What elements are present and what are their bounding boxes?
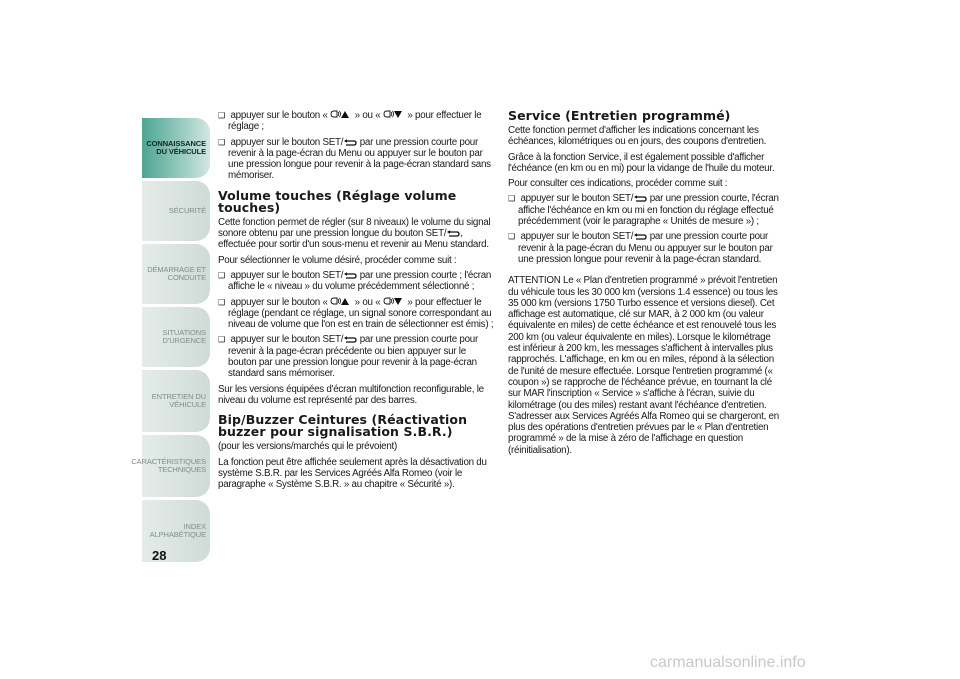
list-item [508,193,782,227]
paragraph: Cette fonction permet d'afficher les indications concernant les échéances, kilométriques ou en jours, des coupons d'entretien. [508,125,767,148]
bullet-text: » ou « [354,110,381,121]
list-item [508,231,782,265]
tab-label: CARACTÉRISTIQUES TECHNIQUES [131,456,206,474]
bullet-text: par une pression courte ; l'écran affiche le « niveau » du volume précédemment sélectionné ; [228,269,492,293]
chapter-sidebar [131,118,210,565]
tab-label: ENTRETIEN DU VÉHICULE [151,391,206,409]
bullet-text: appuyer sur le bouton « [230,296,328,308]
paragraph: Pour sélectionner le volume désiré, procéder comme suit : [218,254,457,266]
list-item [218,334,496,379]
bullet-text: » pour effectuer le réglage (pendant ce réglage, un signal sonore correspondant au niveau de volume que l'on est en train de sélectionner est émis) ; [228,296,494,331]
section-heading-volume: Volume touches (Réglage volume touches) [218,187,457,215]
section-heading-service: Service (Entretien programmé) [508,108,731,123]
tab-caracteristiques-techniques[interactable] [131,435,210,497]
bullet-text: appuyer sur le bouton SET/ [520,231,634,243]
list-item [218,297,496,331]
paragraph: Pour consulter ces indications, procéder comme suit : [508,178,728,190]
paragraph: La fonction peut être affichée seulement après la désactivation du système S.B.R. par les Services Agréés Alfa Romeo (voir le paragraphe « Système S.B.R. » au chapitre « Sécurité »). [218,456,487,491]
bullet-text: par une pression courte pour revenir à la page-écran précédente ou bien appuyer sur le bouton par une pression longue pour revenir à la page-écran standard sans mémoriser. [228,334,478,380]
bullet-text: appuyer sur le bouton SET/ [230,136,344,148]
set-return-icon [343,336,357,343]
bullet-text: par une pression courte pour revenir à la page-écran du Menu ou appuyer sur le bouton par une pression longue pour revenir à la page-écran standard. [518,231,773,265]
tab-label: INDEX ALPHABÉTIQUE [149,521,206,539]
tab-situations-d-urgence[interactable] [142,307,210,367]
set-return-icon [633,195,647,202]
paragraph-text: , effectuée pour sortir d'un sous-menu et revenir au Menu standard. [218,228,489,251]
set-return-icon [343,139,357,146]
paragraph-text: Cette fonction permet de régler (sur 8 niveaux) le volume du signal sonore obtenu par une pression longue du bouton SET/ [218,216,491,240]
volume-up-button-icon [330,297,352,306]
tab-label: SÉCURITÉ [168,205,206,215]
volume-up-button-icon [330,110,352,119]
tab-label: DÉMARRAGE ET CONDUITE [147,264,206,282]
volume-down-button-icon [383,297,405,306]
page-number: 28 [152,548,167,563]
tab-label: CONNAISSANCE DU VÉHICULE [146,138,206,156]
paragraph: Grâce à la fonction Service, il est également possible d'afficher l'échéance (en km ou en mi) pour la vidange de l'huile du moteur. [508,151,775,174]
tab-connaissance-du-vehicule[interactable] [142,118,210,178]
paragraph: Sur les versions équipées d'écran multifonction reconfigurable, le niveau du volume est représenté par des barres. [218,383,484,406]
tab-label: SITUATIONS D'URGENCE [162,327,206,345]
list-item [218,110,496,133]
bullet-text: appuyer sur le bouton SET/ [230,334,344,346]
tab-securite[interactable] [142,181,210,241]
tab-demarrage-et-conduite[interactable] [142,244,210,304]
set-return-icon [633,233,647,240]
bullet-text: appuyer sur le bouton « [230,110,328,121]
paragraph: (pour les versions/marchés qui le prévoient) [218,441,398,453]
bullet-text: appuyer sur le bouton SET/ [230,269,344,281]
list-item [218,270,496,293]
volume-down-button-icon [383,110,405,119]
bullet-text: par une pression courte, l'écran affiche l'échéance en km ou mi en fonction du réglage effectué précédemment (voir le paragraphe « Unités de mesure ») ; [518,193,779,228]
left-column [218,110,496,494]
list-item [218,137,496,182]
set-return-icon [446,230,460,237]
attention-paragraph: ATTENTION Le « Plan d'entretien programmé » prévoit l'entretien du véhicule tous les 30 000 km (versions 1.4 essence) ou tous les 35 000 km (versions 1750 Turbo essence et versions diesel). Cet affichage est automatique, clé sur MAR, à 2 000 km (ou valeur équivalente en miles) de cette échéance et est renouvelé tous les 200 km (ou valeur équivalente en miles). Lorsque le kilométrage est inférieur à 200 km, les messages s'affichent à intervalles plus rapprochés. L'affichage, en km ou en miles, répond à la sélection de l'unité de mesure effectuée. Lorsque l'entretien programmé (« coupon ») se rapproche de l'échéance prévue, en tournant la clé sur MAR l'inscription « Service » s'affiche à l'écran, suivie du kilométrage (ou des miles) restant avant l'échéance d'entretien. S'adresser aux Services Agréés Alfa Romeo qui se chargeront, en plus des opérations d'entretien prévues par le « Plan d'entretien programmé » de la mise à zéro de l'affichage en question (réinitialisation). [508,275,779,456]
set-return-icon [343,272,357,279]
bullet-text: » ou « [354,296,381,308]
paragraph [218,217,496,251]
tab-entretien-du-vehicule[interactable] [142,370,210,432]
section-heading-bip-buzzer: Bip/Buzzer Ceintures (Réactivation buzzer pour signalisation S.B.R.) [218,412,468,440]
bullet-text: appuyer sur le bouton SET/ [520,193,634,205]
bullet-text: » pour effectuer le réglage ; [228,110,482,133]
watermark: carmanualsonline.info [650,654,806,671]
bullet-text: par une pression courte pour revenir à la page-écran du Menu ou appuyer sur le bouton par une pression longue pour revenir à la page-écran standard sans mémoriser. [228,136,491,182]
right-column [508,110,782,460]
